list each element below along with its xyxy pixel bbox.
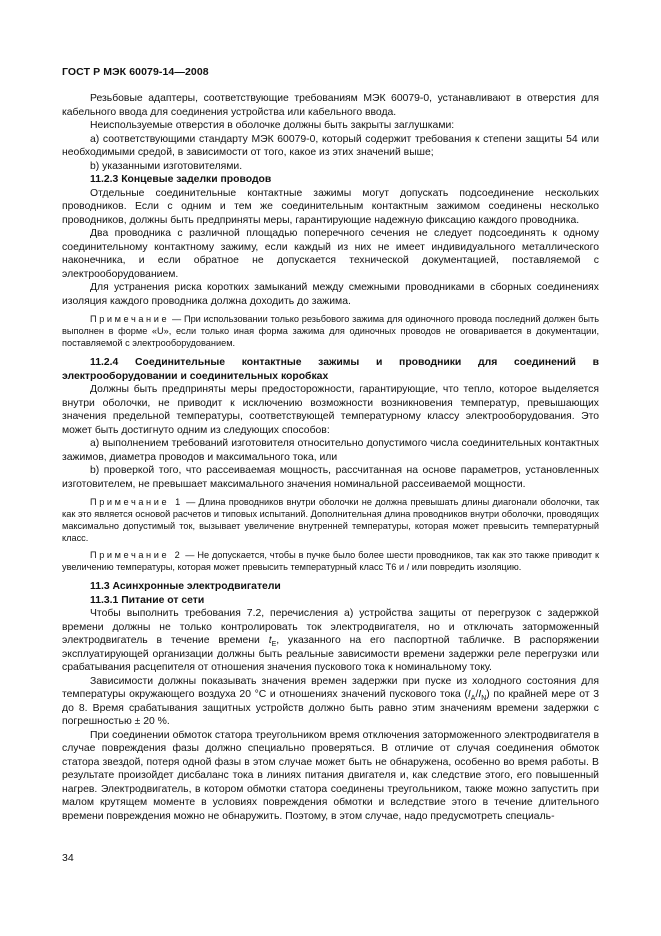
- paragraph: Резьбовые адаптеры, соответствующие требованиям МЭК 60079-0, устанавливают в отверстия для кабельного ввода для соединения устройства или кабельного ввода.: [62, 93, 599, 118]
- section-heading-11-3: 11.3 Асинхронные электродвигатели: [90, 581, 281, 592]
- note-label: Примечание 1: [90, 497, 183, 507]
- section-heading-11-3-1: 11.3.1 Питание от сети: [90, 594, 205, 606]
- formula-sub: E: [271, 641, 277, 649]
- list-item: a) выполнением требований изготовителя относительно допустимого числа соединительных контактных зажимов, диаметра проводов и максимального тока, или: [62, 438, 599, 463]
- section-heading-11-2-3: 11.2.3 Концевые заделки проводов: [90, 174, 272, 185]
- formula-var: t: [268, 635, 272, 646]
- note-text: — При использовании только резьбового зажима для одиночного провода последний должен быть выполнен в форме «U», если только иная форма зажима для одиночных проводов не оговаривается в документации, поставляемой с электрооборудованием.: [62, 314, 599, 348]
- formula-op: /: [475, 689, 479, 700]
- page-number: 34: [62, 852, 74, 864]
- paragraph: Отдельные соединительные контактные зажимы могут допускать подсоединение нескольких проводников. Если с одним и тем же соединительным контактным зажимом соединены несколько проводников, должны быть предприняты меры, гарантирующие надежную фиксацию каждого проводника.: [62, 187, 599, 226]
- note: [62, 496, 599, 544]
- formula-sub: A: [470, 695, 476, 703]
- formula-var: I: [478, 689, 482, 700]
- paragraph: [62, 675, 599, 729]
- formula-sub: N: [481, 695, 487, 703]
- note: [62, 549, 599, 573]
- text-run: ) по крайней мере от 3 до 8. Время срабатывания защитных устройств должно быть равно этим значениям времени задержки с погрешностью ± 20 %.: [62, 689, 599, 727]
- note-label: Примечание: [90, 314, 170, 324]
- running-header: ГОСТ Р МЭК 60079-14—2008: [62, 66, 209, 78]
- paragraph: При соединении обмоток статора треугольником время отключения заторможенного электродвигателя в случае повреждения фазы должно специально проверяться. В отличие от случая соединения обмоток статора звездой, потеря одной фазы в этом случае может быть не обнаружена, особенно во время работы. В результате произойдет дисбаланс тока в линиях питания двигателя и, как следствие этого, его повышенный нагрев. Электродвигатель, в котором обмотки статора соединены треугольником, также можно запустить при малом крутящем моменте в условиях повреждения обмотки и вследствие этого в течение длительного времени повреждения можно не обнаружить. Поэтому, в этом случае, надо предусмотреть специаль-: [62, 729, 599, 822]
- note-text: — Длина проводников внутри оболочки не должна превышать длины диагонали оболочки, так как это является основой расчетов и типовых испытаний. Дополнительная длина проводников внутри оболочки, проводящих максимально допустимый ток, вызывает увеличение внутренней температуры, которая может превысить температурный класс.: [62, 497, 599, 543]
- text-run: Чтобы выполнить требования 7.2, перечисления а) устройства защиты от перегрузок с задержкой времени должны не только контролировать ток электродвигателя, но и отключать заторможенный электродвигатель в течение времени: [62, 608, 599, 646]
- list-item: b) проверкой того, что рассеиваемая мощность, рассчитанная на основе параметров, установленных изготовителем, не превышает максимального значения номинальной рассеиваемой мощности.: [62, 465, 599, 490]
- paragraph: Неиспользуемые отверстия в оболочке должны быть закрыты заглушками:: [90, 120, 455, 131]
- page-body: [62, 92, 599, 823]
- note: [62, 313, 599, 349]
- formula-var: I: [467, 689, 471, 700]
- list-item: b) указанными изготовителями.: [90, 160, 243, 172]
- note-text: — Не допускается, чтобы в пучке было более шести проводников, так как это также приводит к увеличению температуры, которая может превысить температурный класс Т6 и / или повредить изоляцию.: [62, 550, 599, 572]
- paragraph: Два проводника с различной площадью поперечного сечения не следует подсоединять к одному соединительному контактному зажиму, если каждый из них не имеет индивидуального металлического наконечника, и если обратное не допускается технической документацией, поставляемой с электрооборудованием.: [62, 228, 599, 280]
- text-run: , указанного на его паспортной табличке. В распоряжении эксплуатирующей организации должны быть реальные зависимости времени задержки реле перегрузки или срабатывания расцепителя от отношения значения пускового тока к номинальному току.: [62, 635, 600, 673]
- note-label: Примечание 2: [90, 550, 183, 560]
- paragraph: [62, 607, 599, 675]
- paragraph: Для устранения риска коротких замыканий между смежными проводниками в сборных соединениях изоляция каждого проводника должна доходить до зажима.: [62, 282, 599, 307]
- section-heading-11-2-4: 11.2.4 Соединительные контактные зажимы и проводники для соединений в электрооборудовании и соединительных коробках: [62, 357, 599, 382]
- list-item: a) соответствующими стандарту МЭК 60079-0, который содержит требования к степени защиты 54 или необходимыми средой, в зависимости от того, какое из этих значений выше;: [62, 133, 599, 158]
- paragraph: Должны быть предприняты меры предосторожности, гарантирующие, что тепло, которое выделяется внутри оболочки, не приводит к исключению возможности возникновения температур, превышающих значения предельной температуры, соответствующей температурному классу электрооборудования. Это может быть достигнуто одним из следующих способов:: [62, 384, 599, 436]
- text-run: Зависимости должны показывать значения времен задержки при пуске из холодного состояния для температуры окружающего воздуха 20 °С и отношениях значений пускового тока (: [62, 675, 599, 700]
